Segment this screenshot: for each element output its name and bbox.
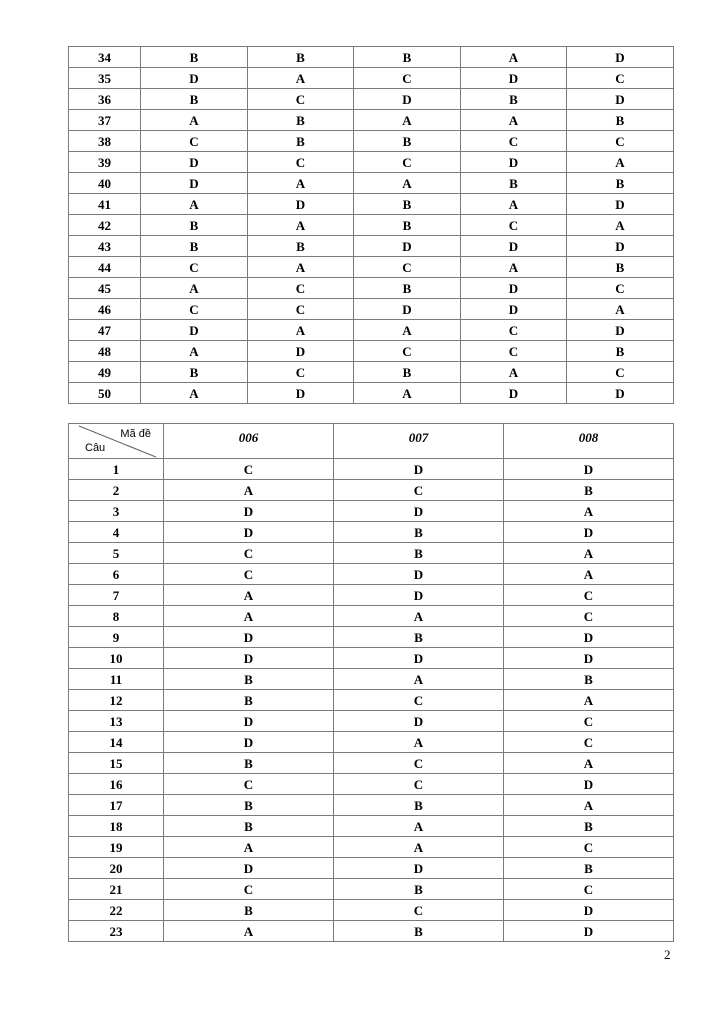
answer-cell: B — [141, 89, 248, 110]
answer-cell: D — [504, 522, 674, 543]
header-row — [69, 424, 674, 459]
answer-cell: A — [334, 837, 504, 858]
answer-cell: C — [461, 320, 567, 341]
table-row — [69, 627, 674, 648]
answer-cell: B — [461, 89, 567, 110]
question-number-cell: 6 — [69, 564, 164, 585]
exam-code-header: 008 — [504, 424, 674, 459]
table-row — [69, 459, 674, 480]
answer-cell: C — [567, 131, 674, 152]
table-row — [69, 68, 674, 89]
answer-cell: B — [567, 341, 674, 362]
table-row — [69, 299, 674, 320]
answer-cell: B — [164, 753, 334, 774]
table-row — [69, 606, 674, 627]
answer-cell: C — [461, 215, 567, 236]
answer-cell: D — [164, 648, 334, 669]
answer-cell: D — [248, 383, 354, 404]
table-row — [69, 732, 674, 753]
answer-cell: C — [504, 585, 674, 606]
answer-cell: B — [334, 543, 504, 564]
table-row — [69, 131, 674, 152]
answer-cell: D — [504, 921, 674, 942]
answer-cell: D — [567, 194, 674, 215]
answer-cell: D — [461, 68, 567, 89]
answer-cell: A — [504, 501, 674, 522]
question-number-cell: 5 — [69, 543, 164, 564]
answer-cell: C — [334, 753, 504, 774]
answer-cell: C — [334, 480, 504, 501]
table-row — [69, 690, 674, 711]
answer-cell: A — [504, 753, 674, 774]
exam-code-header: 006 — [164, 424, 334, 459]
table-row — [69, 564, 674, 585]
answer-cell: A — [461, 194, 567, 215]
answer-cell: C — [164, 459, 334, 480]
answer-cell: C — [164, 879, 334, 900]
question-number-cell: 2 — [69, 480, 164, 501]
answer-cell: C — [504, 879, 674, 900]
exam-code-header: 007 — [334, 424, 504, 459]
table-row — [69, 711, 674, 732]
answer-cell: A — [461, 362, 567, 383]
answer-cell: D — [334, 564, 504, 585]
table-row — [69, 837, 674, 858]
answer-cell: B — [354, 194, 461, 215]
answer-cell: D — [164, 711, 334, 732]
answer-cell: A — [141, 341, 248, 362]
answer-cell: D — [567, 383, 674, 404]
answer-cell: C — [141, 131, 248, 152]
answer-cell: A — [248, 215, 354, 236]
table-row — [69, 774, 674, 795]
answer-cell: C — [504, 732, 674, 753]
answer-cell: A — [334, 816, 504, 837]
answer-cell: B — [567, 257, 674, 278]
table-row — [69, 257, 674, 278]
answer-cell: D — [248, 341, 354, 362]
table-row — [69, 480, 674, 501]
answer-cell: B — [248, 131, 354, 152]
question-number-cell: 3 — [69, 501, 164, 522]
table-row — [69, 879, 674, 900]
answer-cell: A — [567, 215, 674, 236]
answer-table-top-body — [69, 47, 674, 404]
question-label: Câu — [85, 442, 106, 454]
exam-code-label: Mã đề — [120, 428, 151, 440]
answer-cell: C — [461, 341, 567, 362]
question-number-cell: 8 — [69, 606, 164, 627]
answer-cell: D — [164, 522, 334, 543]
answer-cell: A — [248, 68, 354, 89]
answer-cell: B — [567, 110, 674, 131]
table-row — [69, 362, 674, 383]
question-number-cell: 40 — [69, 173, 141, 194]
table-row — [69, 900, 674, 921]
question-number-cell: 10 — [69, 648, 164, 669]
question-number-cell: 41 — [69, 194, 141, 215]
answer-cell: A — [461, 110, 567, 131]
answer-cell: A — [248, 320, 354, 341]
answer-cell: C — [567, 278, 674, 299]
question-number-cell: 48 — [69, 341, 141, 362]
answer-cell: A — [504, 543, 674, 564]
answer-cell: B — [354, 362, 461, 383]
answer-cell: D — [334, 585, 504, 606]
answer-cell: A — [354, 173, 461, 194]
answer-cell: D — [567, 47, 674, 68]
answer-table-bottom — [68, 423, 674, 942]
answer-cell: C — [354, 152, 461, 173]
answer-cell: B — [164, 816, 334, 837]
table-row — [69, 383, 674, 404]
table-row — [69, 215, 674, 236]
answer-cell: A — [567, 152, 674, 173]
answer-cell: A — [164, 837, 334, 858]
answer-cell: C — [354, 68, 461, 89]
answer-cell: C — [504, 837, 674, 858]
table-row — [69, 648, 674, 669]
answer-cell: A — [164, 921, 334, 942]
table-row — [69, 585, 674, 606]
answer-cell: D — [354, 299, 461, 320]
table-row — [69, 522, 674, 543]
answer-cell: B — [164, 669, 334, 690]
answer-cell: A — [334, 732, 504, 753]
question-number-cell: 15 — [69, 753, 164, 774]
question-number-cell: 46 — [69, 299, 141, 320]
answer-cell: D — [504, 774, 674, 795]
question-number-cell: 22 — [69, 900, 164, 921]
table-row — [69, 173, 674, 194]
answer-cell: B — [334, 627, 504, 648]
answer-table-bottom-body — [69, 459, 674, 942]
answer-cell: D — [334, 501, 504, 522]
question-number-cell: 34 — [69, 47, 141, 68]
question-number-cell: 9 — [69, 627, 164, 648]
answer-cell: B — [504, 480, 674, 501]
question-number-cell: 19 — [69, 837, 164, 858]
answer-cell: C — [354, 341, 461, 362]
answer-cell: A — [141, 110, 248, 131]
answer-cell: C — [504, 711, 674, 732]
answer-cell: A — [354, 110, 461, 131]
answer-cell: A — [334, 669, 504, 690]
answer-cell: A — [461, 257, 567, 278]
answer-cell: B — [164, 690, 334, 711]
question-number-cell: 43 — [69, 236, 141, 257]
answer-cell: A — [141, 278, 248, 299]
question-number-cell: 39 — [69, 152, 141, 173]
answer-cell: D — [334, 648, 504, 669]
answer-cell: D — [461, 383, 567, 404]
answer-cell: D — [461, 236, 567, 257]
answer-cell: B — [334, 879, 504, 900]
answer-cell: D — [141, 68, 248, 89]
answer-cell: C — [334, 774, 504, 795]
answer-cell: B — [141, 362, 248, 383]
answer-cell: D — [141, 152, 248, 173]
question-number-cell: 4 — [69, 522, 164, 543]
answer-cell: C — [164, 543, 334, 564]
answer-cell: B — [504, 858, 674, 879]
answer-cell: C — [567, 68, 674, 89]
question-number-cell: 16 — [69, 774, 164, 795]
answer-cell: C — [248, 299, 354, 320]
table-row — [69, 921, 674, 942]
table-row — [69, 858, 674, 879]
question-number-cell: 17 — [69, 795, 164, 816]
answer-cell: C — [461, 131, 567, 152]
question-number-cell: 38 — [69, 131, 141, 152]
answer-cell: D — [567, 236, 674, 257]
answer-cell: C — [354, 257, 461, 278]
answer-cell: A — [334, 606, 504, 627]
answer-cell: D — [248, 194, 354, 215]
question-number-cell: 13 — [69, 711, 164, 732]
question-number-cell: 7 — [69, 585, 164, 606]
table-row — [69, 501, 674, 522]
answer-cell: D — [461, 299, 567, 320]
answer-table-top — [68, 46, 674, 404]
answer-cell: A — [248, 173, 354, 194]
question-number-cell: 1 — [69, 459, 164, 480]
question-number-cell: 20 — [69, 858, 164, 879]
question-number-cell: 23 — [69, 921, 164, 942]
answer-cell: B — [141, 47, 248, 68]
answer-cell: B — [354, 215, 461, 236]
corner-header-cell — [69, 424, 164, 459]
table-row — [69, 753, 674, 774]
answer-cell: C — [334, 900, 504, 921]
question-number-cell: 37 — [69, 110, 141, 131]
answer-cell: D — [461, 152, 567, 173]
answer-cell: D — [164, 858, 334, 879]
answer-cell: D — [504, 627, 674, 648]
answer-cell: D — [164, 627, 334, 648]
answer-cell: B — [334, 522, 504, 543]
answer-cell: C — [334, 690, 504, 711]
answer-cell: B — [334, 795, 504, 816]
table-row — [69, 669, 674, 690]
answer-cell: D — [461, 278, 567, 299]
answer-cell: C — [164, 774, 334, 795]
question-number-cell: 49 — [69, 362, 141, 383]
answer-cell: A — [164, 585, 334, 606]
table-row — [69, 89, 674, 110]
table-row — [69, 278, 674, 299]
answer-cell: C — [248, 89, 354, 110]
table-row — [69, 795, 674, 816]
answer-cell: B — [504, 816, 674, 837]
answer-cell: A — [461, 47, 567, 68]
answer-cell: D — [504, 648, 674, 669]
answer-cell: D — [334, 711, 504, 732]
answer-cell: B — [164, 900, 334, 921]
answer-cell: B — [461, 173, 567, 194]
answer-cell: A — [354, 383, 461, 404]
answer-cell: A — [164, 480, 334, 501]
answer-cell: A — [504, 795, 674, 816]
answer-cell: D — [164, 501, 334, 522]
question-number-cell: 12 — [69, 690, 164, 711]
table-row — [69, 543, 674, 564]
question-number-cell: 47 — [69, 320, 141, 341]
table-row — [69, 236, 674, 257]
answer-cell: B — [141, 236, 248, 257]
answer-cell: D — [141, 320, 248, 341]
table-row — [69, 341, 674, 362]
answer-cell: D — [141, 173, 248, 194]
answer-cell: A — [504, 564, 674, 585]
answer-cell: B — [354, 47, 461, 68]
table-row — [69, 152, 674, 173]
question-number-cell: 18 — [69, 816, 164, 837]
answer-cell: D — [334, 459, 504, 480]
question-number-cell: 45 — [69, 278, 141, 299]
answer-cell: D — [334, 858, 504, 879]
answer-cell: D — [354, 236, 461, 257]
question-number-cell: 35 — [69, 68, 141, 89]
answer-cell: B — [141, 215, 248, 236]
answer-cell: C — [248, 152, 354, 173]
table-row — [69, 47, 674, 68]
answer-cell: C — [141, 299, 248, 320]
answer-cell: A — [141, 194, 248, 215]
answer-cell: B — [248, 110, 354, 131]
question-number-cell: 44 — [69, 257, 141, 278]
answer-cell: C — [248, 362, 354, 383]
answer-cell: A — [164, 606, 334, 627]
answer-cell: C — [141, 257, 248, 278]
table-row — [69, 816, 674, 837]
question-number-cell: 42 — [69, 215, 141, 236]
answer-cell: B — [334, 921, 504, 942]
answer-cell: B — [567, 173, 674, 194]
table-row — [69, 110, 674, 131]
answer-cell: D — [504, 900, 674, 921]
answer-cell: D — [567, 320, 674, 341]
answer-cell: C — [164, 564, 334, 585]
question-number-cell: 14 — [69, 732, 164, 753]
question-number-cell: 50 — [69, 383, 141, 404]
answer-cell: A — [504, 690, 674, 711]
question-number-cell: 21 — [69, 879, 164, 900]
answer-cell: A — [567, 299, 674, 320]
answer-cell: C — [567, 362, 674, 383]
answer-cell: B — [504, 669, 674, 690]
answer-cell: B — [248, 236, 354, 257]
question-number-cell: 11 — [69, 669, 164, 690]
answer-cell: B — [248, 47, 354, 68]
answer-cell: A — [248, 257, 354, 278]
answer-cell: B — [164, 795, 334, 816]
question-number-cell: 36 — [69, 89, 141, 110]
table-row — [69, 194, 674, 215]
answer-cell: D — [164, 732, 334, 753]
answer-cell: B — [354, 131, 461, 152]
answer-cell: D — [567, 89, 674, 110]
answer-cell: B — [354, 278, 461, 299]
answer-cell: D — [354, 89, 461, 110]
page-number: 2 — [664, 947, 671, 962]
answer-cell: C — [248, 278, 354, 299]
answer-cell: A — [354, 320, 461, 341]
table-row — [69, 320, 674, 341]
answer-cell: D — [504, 459, 674, 480]
answer-cell: A — [141, 383, 248, 404]
answer-cell: C — [504, 606, 674, 627]
